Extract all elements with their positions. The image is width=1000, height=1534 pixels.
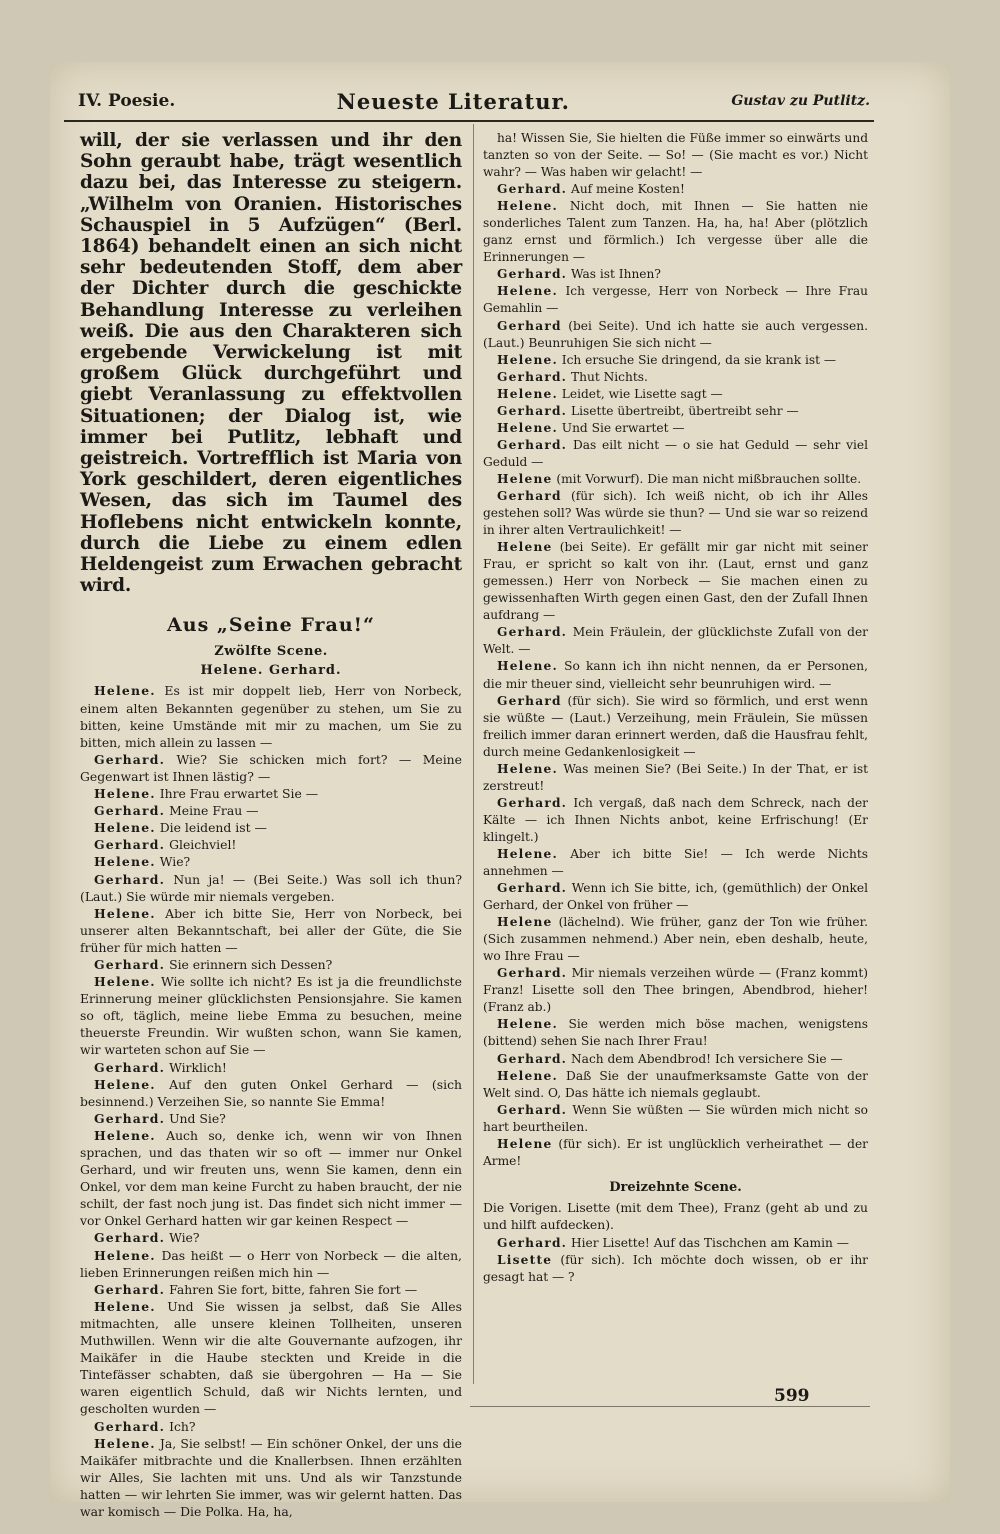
dialogue-text: Wirklich! xyxy=(165,1059,227,1075)
dialogue-line xyxy=(483,914,868,965)
right-dialogue xyxy=(483,130,868,1170)
dialogue-text: Die leidend ist — xyxy=(155,820,267,836)
dialogue-text: Das eilt nicht — o sie hat Geduld — sehr viel Geduld — xyxy=(483,437,868,469)
speaker-name: Helene. xyxy=(94,1435,156,1451)
dialogue-line xyxy=(80,1110,462,1127)
speaker-name: Lisette xyxy=(497,1252,553,1267)
dialogue-text: Auf meine Kosten! xyxy=(567,182,685,197)
dialogue-line xyxy=(483,403,868,420)
dialogue-text: Was ist Ihnen? xyxy=(567,267,661,282)
speaker-name: Helene. xyxy=(94,905,156,921)
dialogue-line xyxy=(80,853,462,870)
speaker-name: Helene. xyxy=(94,1298,156,1314)
dialogue-line xyxy=(80,871,462,905)
dialogue-line xyxy=(483,198,868,266)
dialogue-text: Wie? xyxy=(165,1230,200,1246)
speaker-name: Helene. xyxy=(497,1068,558,1083)
speaker-name: Helene. xyxy=(497,420,558,435)
dialogue-line xyxy=(483,352,868,369)
dialogue-line xyxy=(483,420,868,437)
speaker-name: Helene. xyxy=(94,974,156,990)
dialogue-line xyxy=(483,1235,868,1252)
dialogue-text: Wie? Sie schicken mich fort? — Meine Gegenwart ist Ihnen lästig? — xyxy=(80,751,462,784)
column-divider xyxy=(473,124,474,1384)
scene-13-persons: Die Vorigen. Lisette (mit dem Thee), Franz (geht ab und zu und hilft aufdecken). xyxy=(483,1199,868,1232)
speaker-name: Gerhard. xyxy=(497,1235,568,1250)
speaker-name: Helene. xyxy=(94,820,156,836)
speaker-name: Gerhard. xyxy=(497,1051,568,1066)
dialogue-line xyxy=(80,905,462,956)
speaker-name: Gerhard. xyxy=(497,966,568,981)
speaker-name: Gerhard xyxy=(497,488,562,503)
left-dialogue xyxy=(80,682,462,1520)
dialogue-line xyxy=(80,751,462,785)
dialogue-text: Daß Sie der unaufmerksamste Gatte von der Welt sind. O, Das hätte ich niemals geglaubt. xyxy=(483,1068,868,1100)
speaker-name: Gerhard. xyxy=(94,837,166,853)
dialogue-text: Fahren Sie fort, bitte, fahren Sie fort — xyxy=(165,1281,418,1297)
speaker-name: Helene xyxy=(497,1136,553,1151)
speaker-name: Helene. xyxy=(497,1017,558,1032)
dialogue-text: Nicht doch, mit Ihnen — Sie hatten nie sonderliches Talent zum Tanzen. Ha, ha, ha! Aber (plötzlich ganz ernst und förmlich.) Ich vergesse über alle die Erinnerungen — xyxy=(483,199,868,265)
dialogue-text: ha! Wissen Sie, Sie hielten die Füße immer so einwärts und tanzten so von der Seite. — So! — (Sie macht es vor.) Nicht wahr? — Was haben wir gelacht! — xyxy=(483,131,868,180)
left-column xyxy=(80,130,462,1520)
speaker-name: Gerhard. xyxy=(94,1418,166,1434)
dialogue-line xyxy=(483,539,868,624)
dialogue-text: Und Sie erwartet — xyxy=(557,420,685,435)
dialogue-text: Und Sie wissen ja selbst, daß Sie Alles mitmachten, alle unsere kleinen Tollheiten, unseren Muthwillen. Wenn wir die alte Gouvernante aufzogen, ihr Maikäfer in die Haube steckten und Kreide in die Tintefässer schabten, daß sie übergohren — Ha — Sie waren eigentlich Schuld, daß wir Nichts lernten, und gescholten wurden — xyxy=(80,1298,462,1417)
dialogue-text: Nach dem Abendbrod! Ich versichere Sie — xyxy=(567,1051,843,1066)
speaker-name: Gerhard xyxy=(497,318,562,333)
header-rule xyxy=(64,120,874,122)
dialogue-text: (mit Vorwurf). Die man nicht mißbrauchen sollte. xyxy=(552,471,862,486)
speaker-name: Gerhard. xyxy=(497,267,568,282)
intro-paragraph: will, der sie verlassen und ihr den Sohn geraubt habe, trägt wesentlich dazu bei, das Interesse zu steigern. „Wilhelm von Oranien. Historisches Schauspiel in 5 Aufzügen“ (Berl. 1864) behandelt einen an sich nicht sehr bedeutenden Stoff, dem aber der Dichter durch die geschickte Behandlung Interesse zu verleihen weiß. Die aus den Charakteren sich ergebende Verwickelung ist mit großem Glück durchgeführt und giebt Veranlassung zu effektvollen Situationen; der Dialog ist, wie immer bei Putlitz, lebhaft und geistreich. Vortrefflich ist Maria von York geschildert, deren eigentliches Wesen, das sich im Taumel des Hoflebens nicht entwickeln konnte, durch die Liebe zu einem edlen Heldengeist zum Erwachen gebracht wird. xyxy=(80,130,462,597)
dialogue-line xyxy=(80,1127,462,1230)
dialogue-text: Lisette übertreibt, übertreibt sehr — xyxy=(567,403,799,418)
dialogue-text: Das heißt — o Herr von Norbeck — die alten, lieben Erinnerungen reißen mich hin — xyxy=(80,1247,462,1280)
dialogue-text: Ich vergesse, Herr von Norbeck — Ihre Frau Gemahlin — xyxy=(483,284,868,316)
dialogue-line xyxy=(80,1281,462,1298)
page-number: 599 xyxy=(774,1386,810,1406)
excerpt-title: Aus „Seine Frau!“ xyxy=(167,614,375,637)
dialogue-line xyxy=(483,386,868,403)
running-header xyxy=(78,84,870,118)
dialogue-text: Ich? xyxy=(165,1418,196,1434)
speaker-name: Gerhard. xyxy=(94,956,166,972)
dialogue-text: Leidet, wie Lisette sagt — xyxy=(557,386,723,401)
dialogue-line xyxy=(80,956,462,973)
speaker-name: Gerhard. xyxy=(94,1110,166,1126)
section-label: IV. Poesie. xyxy=(78,91,176,111)
author-label: Gustav zu Putlitz. xyxy=(731,93,870,109)
dialogue-text: Mir niemals verzeihen würde — (Franz kommt) Franz! Lisette soll den Thee bringen, Abendbrod, hieher! (Franz ab.) xyxy=(483,966,868,1015)
dialogue-text: (lächelnd). Wie früher, ganz der Ton wie früher. (Sich zusammen nehmend.) Aber nein, eben deshalb, heute, wo Ihre Frau — xyxy=(483,915,868,964)
dialogue-line xyxy=(483,1252,868,1286)
dialogue-text: (bei Seite). Und ich hatte sie auch vergessen. (Laut.) Beunruhigen Sie sich nicht — xyxy=(483,318,868,350)
speaker-name: Gerhard. xyxy=(94,803,166,819)
scene-12-persons: Helene. Gerhard. xyxy=(200,663,342,679)
speaker-name: Helene. xyxy=(497,386,558,401)
dialogue-line xyxy=(80,1435,462,1520)
dialogue-line xyxy=(483,488,868,539)
dialogue-text: Sie erinnern sich Dessen? xyxy=(165,956,333,972)
dialogue-line xyxy=(483,1068,868,1102)
speaker-name: Gerhard. xyxy=(497,795,568,810)
dialogue-line xyxy=(483,1136,868,1170)
dialogue-text: Mein Fräulein, der glücklichste Zufall von der Welt. — xyxy=(483,625,868,657)
dialogue-line xyxy=(483,761,868,795)
dialogue-text: Was meinen Sie? (Bei Seite.) In der That, er ist zerstreut! xyxy=(483,761,868,793)
speaker-name: Gerhard. xyxy=(497,369,568,384)
dialogue-text: Ihre Frau erwartet Sie — xyxy=(155,786,319,802)
speaker-name: Gerhard. xyxy=(94,871,166,887)
dialogue-line xyxy=(80,1229,462,1246)
speaker-name: Helene. xyxy=(497,199,558,214)
dialogue-line xyxy=(80,1059,462,1076)
speaker-name: Helene. xyxy=(497,761,558,776)
dialogue-line xyxy=(80,1247,462,1281)
dialogue-text: Wie sollte ich nicht? Es ist ja die freundlichste Erinnerung meiner glücklichsten Pensionsjahre. Sie kamen so oft, täglich, meine liebe Emma zu besuchen, meine theuerste Freundin. Wir wußten schon, wann Sie kamen, wir warteten schon auf Sie — xyxy=(80,974,462,1058)
dialogue-text: (für sich). Sie wird so förmlich, und erst wenn sie wüßte — (Laut.) Verzeihung, mein Fräulein, Sie müssen freilich immer daran erinnert werden, daß die Hausfrau fehlt, durch meine Gedankenlosigkeit — xyxy=(483,693,868,759)
dialogue-text: Ich ersuche Sie dringend, da sie krank ist — xyxy=(557,352,837,367)
dialogue-line xyxy=(483,181,868,198)
speaker-name: Gerhard. xyxy=(497,881,568,896)
speaker-name: Gerhard. xyxy=(94,1230,166,1246)
speaker-name: Gerhard. xyxy=(497,1102,568,1117)
dialogue-line xyxy=(80,1418,462,1435)
dialogue-text: So kann ich ihn nicht nennen, da er Personen, die mir theuer sind, vielleicht sehr beunruhigen wird. — xyxy=(483,659,868,691)
speaker-name: Gerhard. xyxy=(497,437,568,452)
right-column xyxy=(483,130,868,1286)
dialogue-text: Wenn Sie wüßten — Sie würden mich nicht so hart beurtheilen. xyxy=(483,1102,868,1134)
dialogue-line xyxy=(483,266,868,283)
dialogue-line xyxy=(483,437,868,471)
dialogue-text: Gleichviel! xyxy=(165,837,237,853)
dialogue-line xyxy=(80,802,462,819)
dialogue-text: Thut Nichts. xyxy=(567,369,648,384)
speaker-name: Helene. xyxy=(94,1247,156,1263)
speaker-name: Gerhard. xyxy=(94,1059,166,1075)
speaker-name: Helene. xyxy=(497,352,558,367)
dialogue-text: Aber ich bitte Sie, Herr von Norbeck, bei unserer alten Bekanntschaft, bei aller der Güte, die Sie früher für mich hatten — xyxy=(80,905,462,955)
dialogue-line xyxy=(483,795,868,846)
dialogue-line xyxy=(483,693,868,761)
speaker-name: Gerhard. xyxy=(497,403,568,418)
dialogue-text: Und Sie? xyxy=(165,1110,226,1126)
speaker-name: Helene. xyxy=(94,786,156,802)
dialogue-line xyxy=(483,369,868,386)
dialogue-line xyxy=(483,624,868,658)
dialogue-text: (für sich). Ich weiß nicht, ob ich ihr Alles gestehen soll? Was würde sie thun? — Und sie war so reizend in ihrer alten Vertraulichkeit! — xyxy=(483,488,868,538)
speaker-name: Helene xyxy=(497,471,553,486)
speaker-name: Helene. xyxy=(497,284,558,299)
dialogue-line xyxy=(483,1051,868,1068)
speaker-name: Helene xyxy=(497,540,553,555)
scene-13-title: Dreizehnte Scene. xyxy=(609,1179,742,1195)
footer-rule xyxy=(470,1406,870,1407)
dialogue-text: (bei Seite). Er gefällt mir gar nicht mit seiner Frau, er spricht so kalt von ihr. (Laut, ernst und ganz gemessen.) Herr von Norbeck — Sie machen einen zu gewissenhaften Wirth gegen einen Gast, den der Zufall Ihnen aufdrang — xyxy=(483,540,868,623)
speaker-name: Helene. xyxy=(497,659,558,674)
dialogue-line xyxy=(483,1016,868,1050)
speaker-name: Gerhard. xyxy=(94,751,166,767)
dialogue-text: Wenn ich Sie bitte, ich, (gemüthlich) der Onkel Gerhard, der Onkel von früher — xyxy=(483,881,868,913)
dialogue-line xyxy=(483,880,868,914)
dialogue-line xyxy=(483,1102,868,1136)
dialogue-text: Wie? xyxy=(155,854,191,870)
dialogue-text: Auch so, denke ich, wenn wir von Ihnen sprachen, und das thaten wir so oft — immer nur Onkel Gerhard, und wir freuten uns, wenn Sie kamen, denn ein Onkel, vor dem man keine Furcht zu haben braucht, der nie schilt, der fast noch jung ist. Das findet sich nicht immer — vor Onkel Gerhard hatten wir gar keinen Respect — xyxy=(80,1127,462,1229)
dialogue-line xyxy=(483,283,868,317)
speaker-name: Gerhard. xyxy=(497,625,568,640)
scene-13-dialogue xyxy=(483,1235,868,1286)
dialogue-line xyxy=(483,130,868,181)
dialogue-line xyxy=(80,1076,462,1110)
dialogue-text: Aber ich bitte Sie! — Ich werde Nichts annehmen — xyxy=(483,846,868,879)
speaker-name: Helene. xyxy=(94,1076,156,1092)
speaker-name: Gerhard. xyxy=(497,182,568,197)
dialogue-line xyxy=(80,819,462,836)
dialogue-line xyxy=(80,973,462,1058)
dialogue-text: (für sich). Ich möchte doch wissen, ob er ihr gesagt hat — ? xyxy=(483,1252,868,1284)
dialogue-text: Meine Frau — xyxy=(165,803,259,819)
dialogue-text: Ich vergaß, daß nach dem Schreck, nach der Kälte — ich Ihnen Nichts anbot, keine Erfrischung! (Er klingelt.) xyxy=(483,795,868,844)
dialogue-text: Sie werden mich böse machen, wenigstens (bittend) sehen Sie nach Ihrer Frau! xyxy=(483,1017,868,1049)
dialogue-text: Auf den guten Onkel Gerhard — (sich besinnend.) Verzeihen Sie, so nannte Sie Emma! xyxy=(80,1076,462,1109)
dialogue-text: (für sich). Er ist unglücklich verheirathet — der Arme! xyxy=(483,1136,868,1168)
dialogue-line xyxy=(483,471,868,488)
speaker-name: Helene. xyxy=(94,854,156,870)
page-title: Neueste Literatur. xyxy=(336,88,570,114)
dialogue-line xyxy=(80,1298,462,1418)
dialogue-line xyxy=(483,965,868,1016)
dialogue-text: Nun ja! — (Bei Seite.) Was soll ich thun? (Laut.) Sie würde mir niemals vergeben. xyxy=(80,871,462,904)
speaker-name: Helene. xyxy=(94,1127,156,1143)
speaker-name: Helene. xyxy=(497,846,558,861)
dialogue-text: Es ist mir doppelt lieb, Herr von Norbeck, einem alten Bekannten gegenüber zu stehen, um Sie zu bitten, keine Umstände mit mir zu machen, um Sie zu bitten, mich allein zu lassen — xyxy=(80,683,462,750)
speaker-name: Helene. xyxy=(94,683,156,699)
dialogue-line xyxy=(483,318,868,352)
speaker-name: Gerhard. xyxy=(94,1281,166,1297)
dialogue-line xyxy=(80,836,462,853)
dialogue-line xyxy=(483,658,868,692)
dialogue-text: Ja, Sie selbst! — Ein schöner Onkel, der uns die Maikäfer mitbrachte und die Knallerbsen. Ihnen erzählten wir Alles, Sie lachten mit uns. Und als wir Tanzstunde hatten — wir lehrten Sie immer, was wir gelernt hatten. Das war komisch — Die Polka. Ha, ha, xyxy=(80,1435,462,1519)
dialogue-line xyxy=(80,785,462,802)
speaker-name: Helene xyxy=(497,915,553,930)
dialogue-line xyxy=(483,846,868,880)
dialogue-line xyxy=(80,682,462,750)
dialogue-text: Hier Lisette! Auf das Tischchen am Kamin — xyxy=(567,1235,849,1250)
scene-12-title: Zwölfte Scene. xyxy=(214,644,328,660)
speaker-name: Gerhard xyxy=(497,693,562,708)
